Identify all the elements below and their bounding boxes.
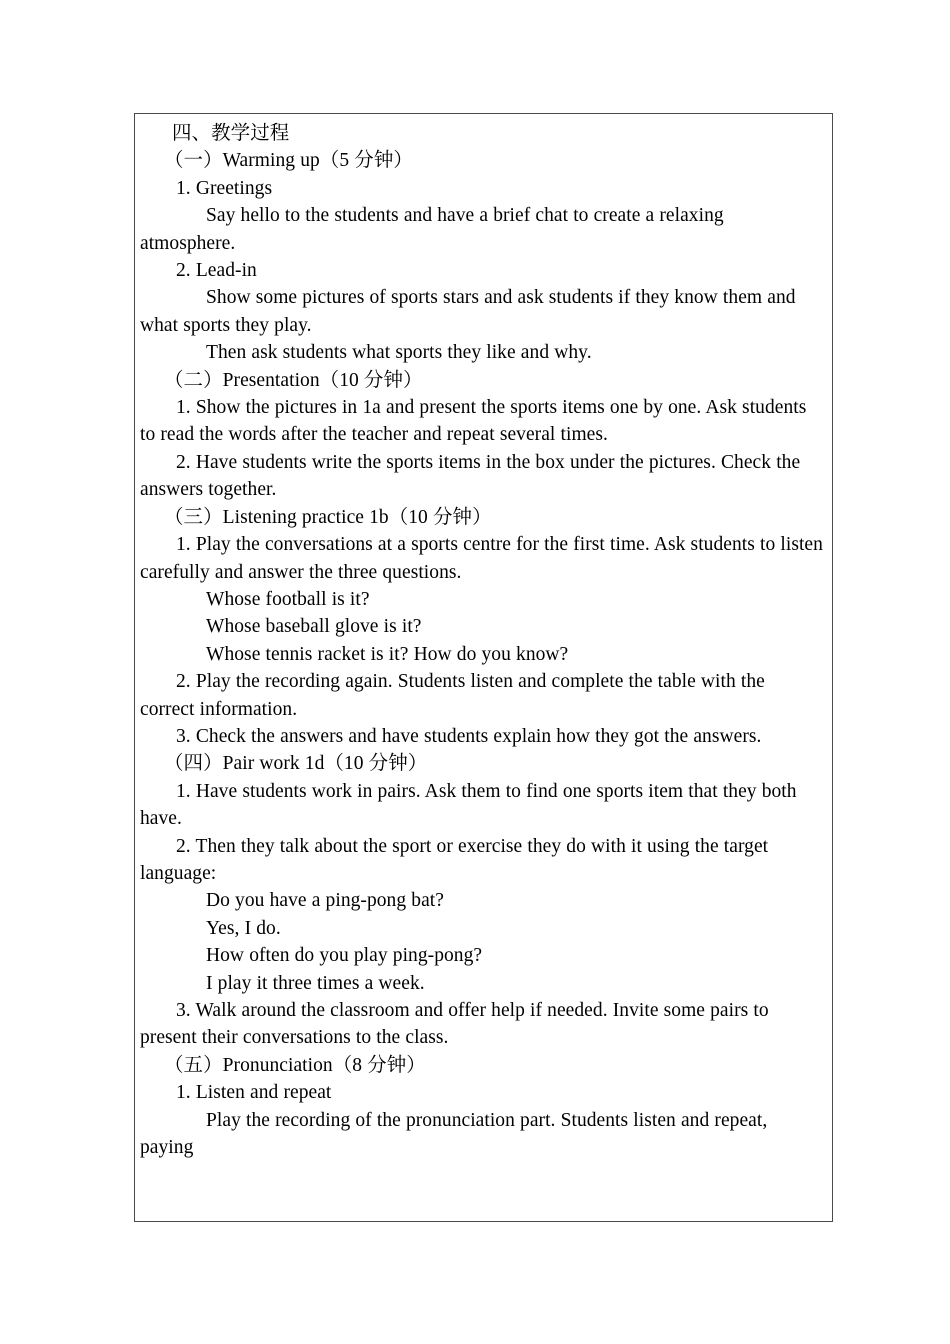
lesson-dialog-line: Whose baseball glove is it? bbox=[206, 616, 422, 638]
lesson-step-paragraph: 2. Play the recording again. Students listen and complete the table with the correct information. bbox=[140, 671, 765, 720]
lesson-step-paragraph: 3. Walk around the classroom and offer help if needed. Invite some pairs to present their conversations to the class. bbox=[140, 1000, 769, 1049]
lesson-step-paragraph: 2. Have students write the sports items in the box under the pictures. Check the answers together. bbox=[140, 451, 801, 501]
lesson-dialog-line: Yes, I do. bbox=[206, 917, 281, 939]
lesson-step-paragraph: 1. Have students work in pairs. Ask them to find one sports item that they both have. bbox=[140, 780, 797, 830]
section-heading-teaching-process: 四、教学过程 bbox=[172, 123, 290, 144]
lesson-dialog-line: Whose tennis racket is it? How do you know? bbox=[206, 643, 569, 665]
lesson-plan-paragraph-list bbox=[140, 147, 823, 1161]
lesson-step-paragraph: 2. Lead-in bbox=[176, 260, 257, 282]
lesson-section-header: （三）Listening practice 1b（10 分钟） bbox=[164, 506, 492, 528]
lesson-plan-content bbox=[135, 114, 832, 1161]
lesson-step-paragraph: 2. Then they talk about the sport or exercise they do with it using the target language: bbox=[140, 835, 769, 884]
lesson-section-header: （五）Pronunciation（8 分钟） bbox=[164, 1054, 426, 1076]
lesson-section-header: （一）Warming up（5 分钟） bbox=[164, 150, 413, 172]
lesson-plan-table-cell bbox=[134, 113, 833, 1222]
lesson-step-paragraph: 1. Greetings bbox=[176, 177, 273, 199]
lesson-step-paragraph: 1. Show the pictures in 1a and present the sports items one by one. Ask students to read the words after the teacher and repeat several times. bbox=[140, 397, 807, 446]
lesson-step-paragraph: 1. Play the conversations at a sports centre for the first time. Ask students to listen carefully and answer the three questions. bbox=[140, 534, 823, 583]
lesson-dialog-line: Do you have a ping-pong bat? bbox=[206, 890, 444, 912]
lesson-detail-paragraph: Say hello to the students and have a brief chat to create a relaxing atmosphere. bbox=[140, 205, 724, 254]
lesson-section-header: （二）Presentation（10 分钟） bbox=[164, 369, 423, 391]
lesson-step-paragraph: 1. Listen and repeat bbox=[176, 1082, 332, 1104]
lesson-step-paragraph: 3. Check the answers and have students explain how they got the answers. bbox=[176, 725, 762, 747]
lesson-section-header: （四）Pair work 1d（10 分钟） bbox=[164, 753, 428, 775]
lesson-dialog-line: How often do you play ping-pong? bbox=[206, 945, 483, 967]
lesson-detail-paragraph: Show some pictures of sports stars and ask students if they know them and what sports they play. bbox=[140, 287, 796, 336]
lesson-detail-paragraph: Then ask students what sports they like and why. bbox=[206, 342, 592, 364]
lesson-dialog-line: I play it three times a week. bbox=[206, 972, 425, 994]
lesson-dialog-line: Whose football is it? bbox=[206, 588, 370, 610]
lesson-detail-paragraph: Play the recording of the pronunciation part. Students listen and repeat, paying bbox=[140, 1109, 768, 1159]
